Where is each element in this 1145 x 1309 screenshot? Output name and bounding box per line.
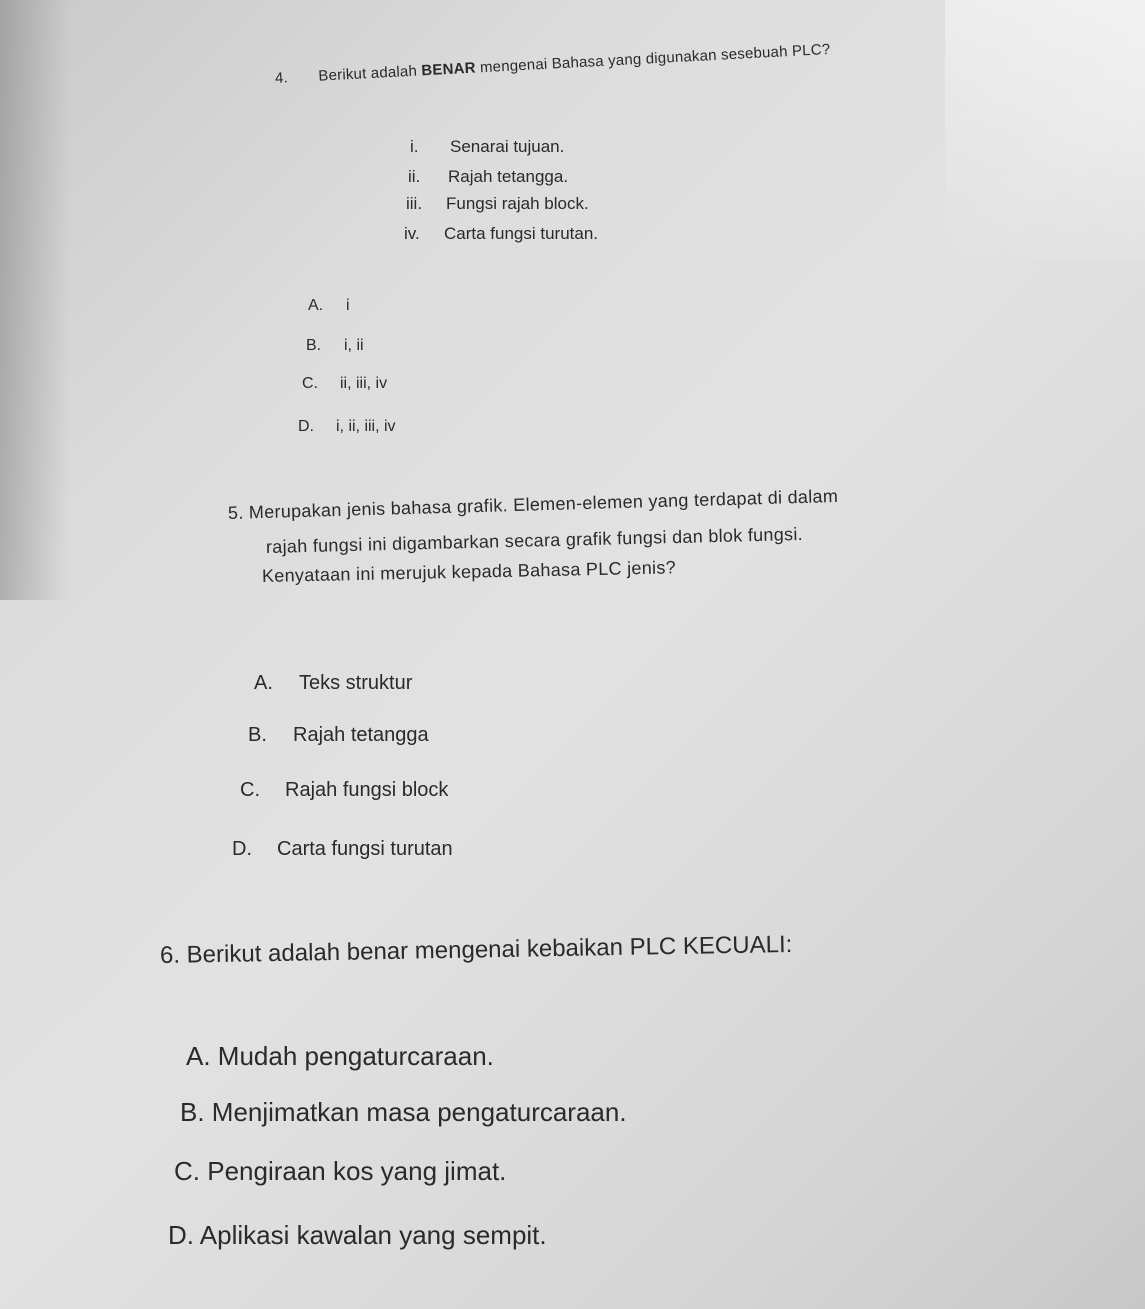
item-text: Carta fungsi turutan. bbox=[444, 224, 599, 243]
question-6-option-c: C. Pengiraan kos yang jimat. bbox=[174, 1156, 507, 1186]
question-6-option-a: A. Mudah pengaturcaraan. bbox=[186, 1041, 494, 1071]
question-5-stem-line-2: rajah fungsi ini digambarkan secara grafik fungsi dan blok fungsi. bbox=[265, 523, 804, 557]
option-letter: B. bbox=[306, 337, 322, 354]
option-text: Teks struktur bbox=[299, 672, 413, 694]
question-4-number: 4. bbox=[274, 69, 289, 87]
option-letter: B. bbox=[248, 724, 267, 746]
item-text: Rajah tetangga. bbox=[448, 167, 569, 186]
option-text: Rajah tetangga bbox=[293, 724, 429, 746]
option-letter: A. bbox=[308, 297, 324, 314]
option-text: i, ii bbox=[344, 337, 364, 354]
option-letter: D. bbox=[298, 418, 314, 435]
item-numeral: iii. bbox=[406, 194, 423, 213]
item-text: Senarai tujuan. bbox=[450, 137, 565, 156]
question-4-stem-after: mengenai Bahasa yang digunakan sesebuah PLC? bbox=[475, 40, 831, 77]
option-text: Rajah fungsi block bbox=[285, 779, 449, 801]
item-numeral: i. bbox=[410, 137, 419, 156]
option-letter: D. bbox=[232, 838, 252, 860]
option-text: i bbox=[346, 297, 350, 314]
page-glare-right bbox=[945, 0, 1145, 260]
item-numeral: ii. bbox=[408, 167, 421, 186]
option-text: Carta fungsi turutan bbox=[277, 838, 453, 860]
question-4-stem bbox=[275, 41, 831, 87]
question-6-option-d: D. Aplikasi kawalan yang sempit. bbox=[168, 1220, 547, 1250]
question-5-stem-line-1: 5. Merupakan jenis bahasa grafik. Elemen-elemen yang terdapat di dalam bbox=[227, 485, 839, 523]
question-6-option-b: B. Menjimatkan masa pengaturcaraan. bbox=[180, 1097, 627, 1127]
item-numeral: iv. bbox=[404, 224, 420, 243]
question-6-stem: 6. Berikut adalah benar mengenai kebaikan PLC KECUALI: bbox=[159, 930, 793, 969]
option-letter: A. bbox=[254, 672, 273, 694]
option-text: i, ii, iii, iv bbox=[336, 418, 396, 435]
question-4-stem-bold: BENAR bbox=[420, 59, 477, 80]
option-letter: C. bbox=[302, 375, 318, 392]
option-text: ii, iii, iv bbox=[340, 375, 388, 392]
option-letter: C. bbox=[240, 779, 260, 801]
item-text: Fungsi rajah block. bbox=[446, 194, 589, 213]
question-4-stem-before: Berikut adalah bbox=[317, 62, 422, 85]
question-5-stem-line-3: Kenyataan ini merujuk kepada Bahasa PLC jenis? bbox=[261, 557, 677, 586]
page-shadow-left bbox=[0, 0, 70, 600]
